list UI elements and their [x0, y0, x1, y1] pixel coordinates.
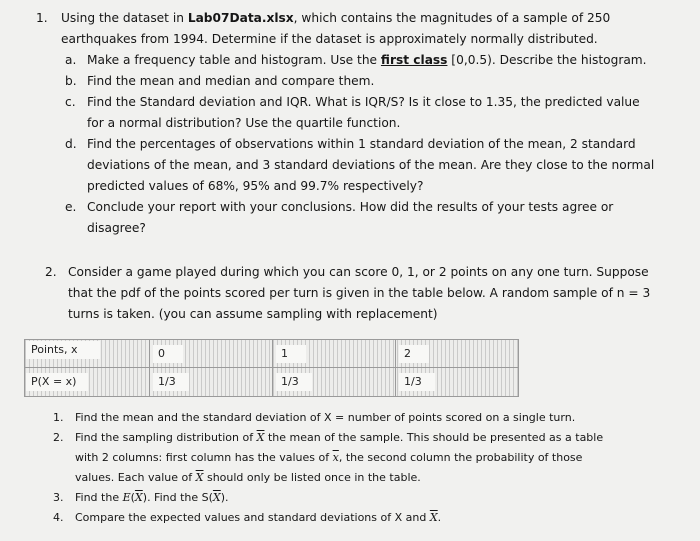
q1d-line1: Find the percentages of observations within 1 standard deviation of the mean, 2 standard — [87, 137, 636, 151]
table-header-1: 1 — [276, 345, 306, 363]
table-cell-p0: 1/3 — [153, 373, 189, 391]
table-cell-p1: 1/3 — [276, 373, 312, 391]
q1e-line1: Conclude your report with your conclusions. How did the results of your tests agree or — [87, 200, 614, 214]
table-header-2: 2 — [399, 345, 429, 363]
sub2-label: 2. — [53, 431, 64, 444]
q1-number: 1. — [36, 11, 48, 25]
q1-line2: earthquakes from 1994. Determine if the dataset is approximately normally distributed. — [61, 32, 598, 46]
first-class-emphasis: first class — [380, 53, 448, 67]
sub2-line1: Find the sampling distribution of $\overline{X}$ the mean of the sample. This should be presented as a table — [75, 431, 604, 444]
q2-line3: turns is taken. (you can assume sampling with replacement) — [68, 307, 438, 321]
sub1-text: Find the mean and the standard deviation of X = number of points scored on a single turn. — [75, 411, 576, 424]
q1-line1: Using the dataset in Lab07Data.xlsx, which contains the magnitudes of a sample of 250 — [61, 11, 611, 25]
table-row-label: P(X = x) — [26, 373, 88, 391]
q1c-line1: Find the Standard deviation and IQR. What is IQR/S? Is it close to 1.35, the predicted value — [87, 95, 640, 109]
table-cell-p2: 1/3 — [399, 373, 435, 391]
sub3-label: 3. — [53, 491, 64, 504]
q1d-label: d. — [65, 137, 77, 151]
q1c-line2: for a normal distribution? Use the quartile function. — [87, 116, 401, 130]
q1d-line3: predicted values of 68%, 95% and 99.7% respectively? — [87, 179, 424, 193]
sub2-line2: with 2 columns: first column has the values of $\overline{x}$, the second column the probability of those — [75, 451, 583, 464]
table-header-0: 0 — [153, 345, 183, 363]
sub2-line3: values. Each value of $\overline{X}$ should only be listed once in the table. — [75, 471, 421, 484]
q1d-line2: deviations of the mean, and 3 standard deviations of the mean. Are they close to the normal — [87, 158, 655, 172]
q1c-label: c. — [65, 95, 76, 109]
q2-line2: that the pdf of the points scored per turn is given in the table below. A random sample of n = 3 — [68, 286, 651, 300]
q2-number: 2. — [45, 265, 57, 279]
sub4-label: 4. — [53, 511, 64, 524]
q1a-label: a. — [65, 53, 77, 67]
q1e-line2: disagree? — [87, 221, 146, 235]
filename: Lab07Data.xlsx — [187, 11, 294, 25]
q2-line1: Consider a game played during which you can score 0, 1, or 2 points on any one turn. Suppose — [68, 265, 649, 279]
pdf-table — [24, 339, 519, 397]
sub4-text: Compare the expected values and standard deviations of X and $\overline{X}$. — [75, 511, 442, 524]
sub3-text: Find the $E(\overline{X})$. Find the $S(\overline{X})$. — [75, 491, 229, 504]
table-header-points: Points, x — [26, 341, 100, 359]
sub1-label: 1. — [53, 411, 64, 424]
q1b-label: b. — [65, 74, 77, 88]
q1e-label: e. — [65, 200, 77, 214]
q1a-text: Make a frequency table and histogram. Use the first class [0,0.5). Describe the histogram. — [87, 53, 647, 67]
q1b-text: Find the mean and median and compare them. — [87, 74, 375, 88]
